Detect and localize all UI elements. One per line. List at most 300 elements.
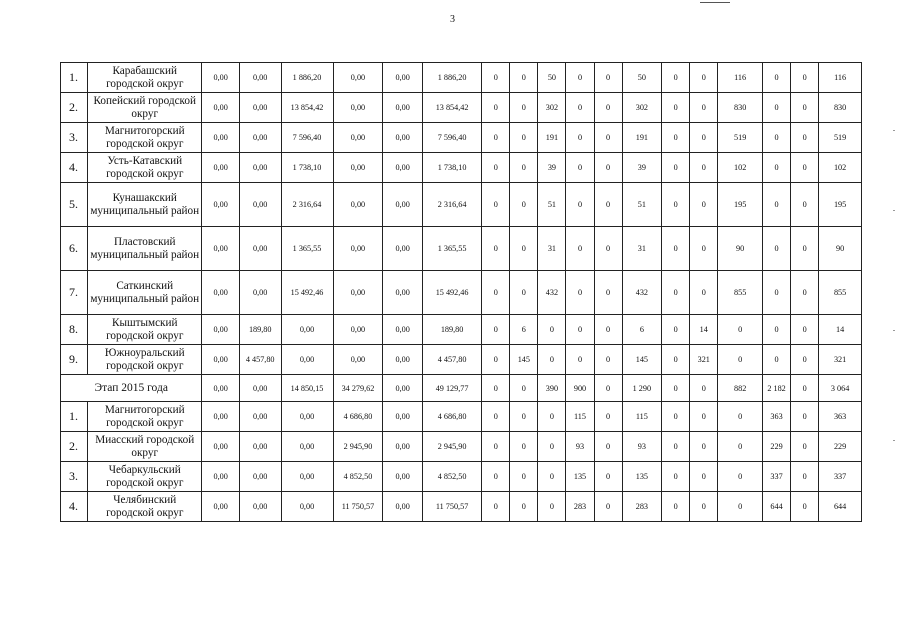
value-cell: 0,00 [239,153,281,183]
value-cell: 2 945,90 [422,432,481,462]
value-cell: 4 457,80 [422,345,481,375]
value-cell: 0 [662,123,690,153]
value-cell: 0 [791,432,819,462]
value-cell: 0 [791,123,819,153]
value-cell: 1 365,55 [422,227,481,271]
value-cell: 882 [718,375,763,402]
value-cell: 0 [510,63,538,93]
value-cell: 51 [538,183,566,227]
value-cell: 0,00 [333,153,383,183]
value-cell: 363 [819,402,862,432]
value-cell: 283 [566,492,594,522]
value-cell: 0 [791,63,819,93]
municipality-name: Пластовский муниципальный район [88,227,202,271]
value-cell: 4 686,80 [422,402,481,432]
value-cell: 0 [594,375,622,402]
municipality-name: Челябинский городской округ [88,492,202,522]
value-cell: 0 [718,492,763,522]
value-cell: 0 [690,402,718,432]
value-cell: 0 [482,432,510,462]
value-cell: 15 492,46 [281,271,333,315]
value-cell: 0,00 [333,183,383,227]
municipality-name: Усть-Катавский городской округ [88,153,202,183]
value-cell: 0 [538,402,566,432]
value-cell: 51 [622,183,662,227]
value-cell: 644 [819,492,862,522]
value-cell: 0 [763,153,791,183]
value-cell: 0 [763,93,791,123]
value-cell: 363 [763,402,791,432]
value-cell: 390 [538,375,566,402]
value-cell: 0,00 [202,227,239,271]
value-cell: 0 [690,432,718,462]
value-cell: 7 596,40 [422,123,481,153]
value-cell: 0 [662,402,690,432]
value-cell: 0 [791,375,819,402]
value-cell: 0 [594,227,622,271]
value-cell: 39 [622,153,662,183]
value-cell: 855 [819,271,862,315]
table-row [61,432,862,462]
value-cell: 432 [538,271,566,315]
value-cell: 1 886,20 [281,63,333,93]
value-cell: 2 182 [763,375,791,402]
value-cell: 0,00 [333,227,383,271]
value-cell: 0,00 [333,315,383,345]
value-cell: 0 [718,462,763,492]
value-cell: 0 [662,375,690,402]
scan-mark [893,330,895,331]
value-cell: 0 [510,432,538,462]
value-cell: 0 [791,93,819,123]
row-number: 4. [61,492,88,522]
value-cell: 0 [791,462,819,492]
value-cell: 2 316,64 [422,183,481,227]
row-number: 5. [61,183,88,227]
value-cell: 189,80 [422,315,481,345]
value-cell: 0,00 [383,63,423,93]
value-cell: 519 [718,123,763,153]
value-cell: 34 279,62 [333,375,383,402]
value-cell: 1 738,10 [281,153,333,183]
value-cell: 0 [662,63,690,93]
value-cell: 0,00 [383,402,423,432]
value-cell: 3 064 [819,375,862,402]
value-cell: 432 [622,271,662,315]
value-cell: 855 [718,271,763,315]
value-cell: 0,00 [383,315,423,345]
value-cell: 830 [819,93,862,123]
page-number: 3 [450,14,455,25]
value-cell: 1 738,10 [422,153,481,183]
value-cell: 0 [662,93,690,123]
row-number: 3. [61,123,88,153]
value-cell: 14 850,15 [281,375,333,402]
value-cell: 145 [622,345,662,375]
value-cell: 0 [594,432,622,462]
value-cell: 0 [594,93,622,123]
row-number: 6. [61,227,88,271]
value-cell: 321 [690,345,718,375]
value-cell: 0,00 [239,402,281,432]
value-cell: 31 [622,227,662,271]
value-cell: 0 [482,63,510,93]
row-number: 1. [61,63,88,93]
value-cell: 11 750,57 [422,492,481,522]
data-table [60,62,862,522]
value-cell: 0 [662,345,690,375]
value-cell: 0,00 [202,345,239,375]
row-number: 4. [61,153,88,183]
value-cell: 0,00 [281,492,333,522]
row-number: 7. [61,271,88,315]
row-number: 1. [61,402,88,432]
value-cell: 0,00 [383,492,423,522]
value-cell: 0 [791,345,819,375]
value-cell: 0 [791,271,819,315]
value-cell: 302 [622,93,662,123]
value-cell: 0,00 [383,432,423,462]
table-row [61,462,862,492]
value-cell: 229 [819,432,862,462]
value-cell: 15 492,46 [422,271,481,315]
value-cell: 0 [791,315,819,345]
value-cell: 0,00 [383,227,423,271]
value-cell: 0 [662,492,690,522]
municipality-name: Миасский городской округ [88,432,202,462]
value-cell: 0 [482,183,510,227]
value-cell: 0,00 [202,183,239,227]
value-cell: 0 [594,345,622,375]
value-cell: 14 [690,315,718,345]
municipality-name: Кунашакский муниципальный район [88,183,202,227]
scan-mark [893,210,895,211]
value-cell: 0 [718,402,763,432]
value-cell: 0,00 [239,462,281,492]
row-number: 8. [61,315,88,345]
value-cell: 0 [690,375,718,402]
value-cell: 4 852,50 [333,462,383,492]
value-cell: 0 [662,271,690,315]
value-cell: 31 [538,227,566,271]
value-cell: 0 [690,492,718,522]
value-cell: 0,00 [281,345,333,375]
scan-mark [893,440,895,441]
value-cell: 0 [510,227,538,271]
value-cell: 0 [482,93,510,123]
value-cell: 0 [690,271,718,315]
value-cell: 0 [566,315,594,345]
value-cell: 116 [819,63,862,93]
header-rule [700,2,730,3]
value-cell: 0 [510,492,538,522]
value-cell: 135 [622,462,662,492]
value-cell: 0,00 [333,271,383,315]
value-cell: 0 [662,227,690,271]
value-cell: 0,00 [202,402,239,432]
value-cell: 0 [690,123,718,153]
value-cell: 0 [594,315,622,345]
value-cell: 0 [662,315,690,345]
value-cell: 644 [763,492,791,522]
value-cell: 2 945,90 [333,432,383,462]
value-cell: 0 [594,462,622,492]
value-cell: 0 [510,93,538,123]
value-cell: 0 [763,315,791,345]
value-cell: 0 [690,183,718,227]
value-cell: 0 [690,93,718,123]
value-cell: 102 [718,153,763,183]
value-cell: 0 [662,183,690,227]
table-row [61,227,862,271]
value-cell: 0 [763,227,791,271]
value-cell: 0,00 [202,432,239,462]
municipality-name: Саткинский муниципальный район [88,271,202,315]
value-cell: 13 854,42 [281,93,333,123]
value-cell: 39 [538,153,566,183]
value-cell: 0,00 [333,63,383,93]
municipality-name: Магнитогорский городской округ [88,123,202,153]
municipality-name: Южноуральский городской округ [88,345,202,375]
value-cell: 0,00 [202,93,239,123]
value-cell: 0 [482,227,510,271]
value-cell: 0,00 [239,271,281,315]
stage-label: Этап 2015 года [61,375,202,402]
value-cell: 0 [510,123,538,153]
value-cell: 49 129,77 [422,375,481,402]
value-cell: 6 [622,315,662,345]
value-cell: 135 [566,462,594,492]
value-cell: 195 [819,183,862,227]
value-cell: 0,00 [239,183,281,227]
value-cell: 0 [566,153,594,183]
table-body [61,63,862,522]
value-cell: 7 596,40 [281,123,333,153]
value-cell: 0,00 [239,375,281,402]
value-cell: 0 [690,153,718,183]
value-cell: 0 [566,345,594,375]
value-cell: 0 [538,345,566,375]
value-cell: 0,00 [333,345,383,375]
value-cell: 0,00 [202,123,239,153]
value-cell: 0 [566,63,594,93]
value-cell: 321 [819,345,862,375]
value-cell: 0,00 [202,492,239,522]
value-cell: 0,00 [239,432,281,462]
value-cell: 0,00 [281,315,333,345]
table-row [61,153,862,183]
value-cell: 0 [662,153,690,183]
value-cell: 0,00 [383,271,423,315]
value-cell: 0 [763,63,791,93]
value-cell: 0 [763,345,791,375]
value-cell: 0,00 [281,402,333,432]
table-row [61,402,862,432]
value-cell: 0,00 [202,462,239,492]
value-cell: 0 [662,462,690,492]
value-cell: 93 [566,432,594,462]
value-cell: 50 [622,63,662,93]
value-cell: 0,00 [281,432,333,462]
value-cell: 0 [690,462,718,492]
scan-mark [893,130,895,131]
value-cell: 90 [718,227,763,271]
value-cell: 93 [622,432,662,462]
value-cell: 283 [622,492,662,522]
value-cell: 0,00 [383,345,423,375]
stage-row [61,375,862,402]
value-cell: 0 [510,462,538,492]
value-cell: 191 [538,123,566,153]
value-cell: 116 [718,63,763,93]
value-cell: 0 [718,432,763,462]
value-cell: 0,00 [383,123,423,153]
value-cell: 1 886,20 [422,63,481,93]
value-cell: 0,00 [383,375,423,402]
value-cell: 0 [482,402,510,432]
value-cell: 0 [510,375,538,402]
row-number: 9. [61,345,88,375]
municipality-name: Кыштымский городской округ [88,315,202,345]
value-cell: 337 [819,462,862,492]
value-cell: 0 [510,153,538,183]
value-cell: 0 [482,315,510,345]
value-cell: 0 [594,402,622,432]
value-cell: 0 [538,315,566,345]
value-cell: 1 290 [622,375,662,402]
value-cell: 0 [763,271,791,315]
value-cell: 229 [763,432,791,462]
value-cell: 0 [791,227,819,271]
municipality-name: Карабашский городской округ [88,63,202,93]
value-cell: 0,00 [383,153,423,183]
value-cell: 0 [510,402,538,432]
value-cell: 0 [566,93,594,123]
value-cell: 0 [594,153,622,183]
value-cell: 0 [566,123,594,153]
value-cell: 302 [538,93,566,123]
value-cell: 0 [763,183,791,227]
value-cell: 191 [622,123,662,153]
value-cell: 0 [538,492,566,522]
value-cell: 0,00 [239,123,281,153]
row-number: 3. [61,462,88,492]
value-cell: 0 [510,271,538,315]
value-cell: 0,00 [239,492,281,522]
value-cell: 0 [662,432,690,462]
value-cell: 0 [482,375,510,402]
value-cell: 0 [690,227,718,271]
value-cell: 4 686,80 [333,402,383,432]
value-cell: 90 [819,227,862,271]
municipality-name: Копейский городской округ [88,93,202,123]
value-cell: 0,00 [333,93,383,123]
value-cell: 0 [791,153,819,183]
value-cell: 115 [622,402,662,432]
table-row [61,492,862,522]
value-cell: 0 [594,183,622,227]
value-cell: 0 [566,183,594,227]
value-cell: 0 [482,345,510,375]
value-cell: 0 [594,271,622,315]
value-cell: 0 [482,462,510,492]
value-cell: 0,00 [239,227,281,271]
value-cell: 1 365,55 [281,227,333,271]
value-cell: 0 [538,462,566,492]
value-cell: 0 [791,492,819,522]
value-cell: 830 [718,93,763,123]
value-cell: 0 [482,153,510,183]
value-cell: 337 [763,462,791,492]
table-row [61,123,862,153]
value-cell: 0,00 [202,315,239,345]
municipality-name: Магнитогорский городской округ [88,402,202,432]
value-cell: 0 [791,402,819,432]
value-cell: 0 [594,63,622,93]
table-row [61,183,862,227]
value-cell: 145 [510,345,538,375]
table-row [61,271,862,315]
row-number: 2. [61,93,88,123]
value-cell: 4 852,50 [422,462,481,492]
value-cell: 50 [538,63,566,93]
value-cell: 11 750,57 [333,492,383,522]
value-cell: 0,00 [239,63,281,93]
value-cell: 0 [482,123,510,153]
value-cell: 102 [819,153,862,183]
table-row [61,345,862,375]
value-cell: 0 [791,183,819,227]
value-cell: 0 [538,432,566,462]
value-cell: 0,00 [239,93,281,123]
value-cell: 13 854,42 [422,93,481,123]
table-row [61,315,862,345]
value-cell: 0 [566,271,594,315]
value-cell: 0,00 [281,462,333,492]
value-cell: 189,80 [239,315,281,345]
value-cell: 6 [510,315,538,345]
value-cell: 0 [594,492,622,522]
value-cell: 0,00 [202,153,239,183]
row-number: 2. [61,432,88,462]
value-cell: 14 [819,315,862,345]
table-row [61,93,862,123]
value-cell: 2 316,64 [281,183,333,227]
value-cell: 0 [566,227,594,271]
value-cell: 900 [566,375,594,402]
value-cell: 0 [718,345,763,375]
value-cell: 0,00 [202,63,239,93]
value-cell: 0,00 [383,183,423,227]
value-cell: 0 [690,63,718,93]
value-cell: 0,00 [202,271,239,315]
value-cell: 195 [718,183,763,227]
table-row [61,63,862,93]
value-cell: 519 [819,123,862,153]
municipality-name: Чебаркульский городской округ [88,462,202,492]
value-cell: 0 [718,315,763,345]
value-cell: 0 [482,271,510,315]
value-cell: 0 [510,183,538,227]
value-cell: 0 [763,123,791,153]
value-cell: 0 [482,492,510,522]
value-cell: 0,00 [202,375,239,402]
value-cell: 0,00 [333,123,383,153]
value-cell: 0,00 [383,462,423,492]
value-cell: 115 [566,402,594,432]
value-cell: 0 [594,123,622,153]
value-cell: 0,00 [383,93,423,123]
